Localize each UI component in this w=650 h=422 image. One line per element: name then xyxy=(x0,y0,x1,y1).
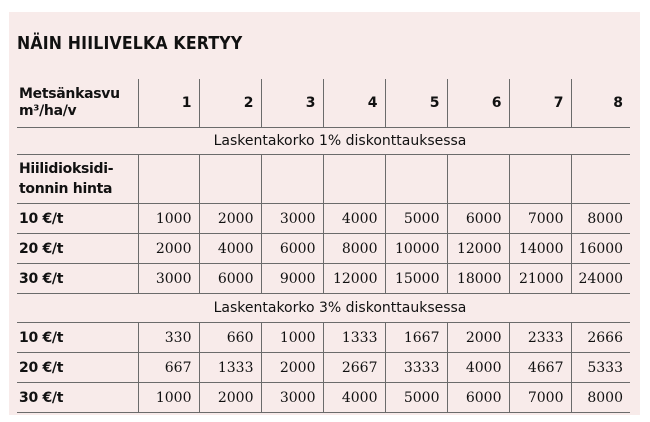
growth-label xyxy=(17,79,138,128)
table-cell: 4000 xyxy=(323,204,385,234)
table-cell: 1000 xyxy=(261,323,323,353)
table-cell: 4000 xyxy=(199,234,261,264)
table-cell: 6000 xyxy=(199,264,261,294)
table-cell: 7000 xyxy=(509,383,571,413)
row-label: 30 €/t xyxy=(17,383,138,413)
table-cell: 10000 xyxy=(385,234,447,264)
row-label: 20 €/t xyxy=(17,234,138,264)
table-cell: 3000 xyxy=(261,204,323,234)
table-cell: 5000 xyxy=(385,383,447,413)
table-cell: 330 xyxy=(138,323,199,353)
empty-cell xyxy=(199,155,261,204)
empty-cell xyxy=(385,155,447,204)
section-caption-row xyxy=(17,294,630,323)
header-row xyxy=(17,79,630,128)
table-cell: 660 xyxy=(199,323,261,353)
table-row xyxy=(17,383,630,413)
column-header: 2 xyxy=(199,79,261,128)
table-cell: 16000 xyxy=(571,234,630,264)
table-cell: 3000 xyxy=(138,264,199,294)
table-cell: 2000 xyxy=(261,353,323,383)
table-cell: 4667 xyxy=(509,353,571,383)
growth-label-line1: Metsänkasvu xyxy=(19,86,120,102)
carbon-debt-table xyxy=(17,79,630,413)
table-row xyxy=(17,323,630,353)
table-row xyxy=(17,204,630,234)
table-cell: 2333 xyxy=(509,323,571,353)
column-header: 4 xyxy=(323,79,385,128)
column-header: 7 xyxy=(509,79,571,128)
table-cell: 2666 xyxy=(571,323,630,353)
column-header: 3 xyxy=(261,79,323,128)
table-cell: 12000 xyxy=(447,234,509,264)
table-cell: 21000 xyxy=(509,264,571,294)
table-row xyxy=(17,234,630,264)
price-label xyxy=(17,155,138,204)
section-1-caption: Laskentakorko 1% diskonttauksessa xyxy=(17,128,630,155)
table-cell: 6000 xyxy=(447,383,509,413)
empty-cell xyxy=(138,155,199,204)
price-label-line2: tonnin hinta xyxy=(19,181,113,197)
table-cell: 4000 xyxy=(323,383,385,413)
row-label: 10 €/t xyxy=(17,323,138,353)
growth-label-line2: m³/ha/v xyxy=(19,103,77,119)
table-row xyxy=(17,264,630,294)
column-header: 1 xyxy=(138,79,199,128)
column-header: 8 xyxy=(571,79,630,128)
empty-cell xyxy=(447,155,509,204)
table-cell: 7000 xyxy=(509,204,571,234)
table-cell: 2000 xyxy=(447,323,509,353)
empty-cell xyxy=(323,155,385,204)
table-cell: 15000 xyxy=(385,264,447,294)
table-cell: 8000 xyxy=(571,204,630,234)
table-cell: 3333 xyxy=(385,353,447,383)
price-label-line1: Hiilidioksidi- xyxy=(19,161,114,177)
table-cell: 14000 xyxy=(509,234,571,264)
table-cell: 6000 xyxy=(261,234,323,264)
table-cell: 3000 xyxy=(261,383,323,413)
section-caption-row xyxy=(17,128,630,155)
table-cell: 24000 xyxy=(571,264,630,294)
table-cell: 2667 xyxy=(323,353,385,383)
table-cell: 18000 xyxy=(447,264,509,294)
table-cell: 1333 xyxy=(323,323,385,353)
row-label: 30 €/t xyxy=(17,264,138,294)
table-row xyxy=(17,353,630,383)
table-cell: 1000 xyxy=(138,383,199,413)
table-cell: 8000 xyxy=(571,383,630,413)
table-cell: 1667 xyxy=(385,323,447,353)
section-2-caption: Laskentakorko 3% diskonttauksessa xyxy=(17,294,630,323)
table-cell: 8000 xyxy=(323,234,385,264)
table-cell: 2000 xyxy=(199,383,261,413)
column-header: 5 xyxy=(385,79,447,128)
table-cell: 1000 xyxy=(138,204,199,234)
table-title: NÄIN HIILIVELKA KERTYY xyxy=(17,34,243,54)
row-label: 20 €/t xyxy=(17,353,138,383)
empty-cell xyxy=(261,155,323,204)
table-cell: 5333 xyxy=(571,353,630,383)
empty-cell xyxy=(509,155,571,204)
price-header-row xyxy=(17,155,630,204)
table-cell: 12000 xyxy=(323,264,385,294)
table-panel xyxy=(9,12,640,415)
row-label: 10 €/t xyxy=(17,204,138,234)
table-cell: 6000 xyxy=(447,204,509,234)
table-cell: 667 xyxy=(138,353,199,383)
table-cell: 4000 xyxy=(447,353,509,383)
table-cell: 5000 xyxy=(385,204,447,234)
table-cell: 2000 xyxy=(199,204,261,234)
table-cell: 2000 xyxy=(138,234,199,264)
table-cell: 1333 xyxy=(199,353,261,383)
table-cell: 9000 xyxy=(261,264,323,294)
empty-cell xyxy=(571,155,630,204)
column-header: 6 xyxy=(447,79,509,128)
